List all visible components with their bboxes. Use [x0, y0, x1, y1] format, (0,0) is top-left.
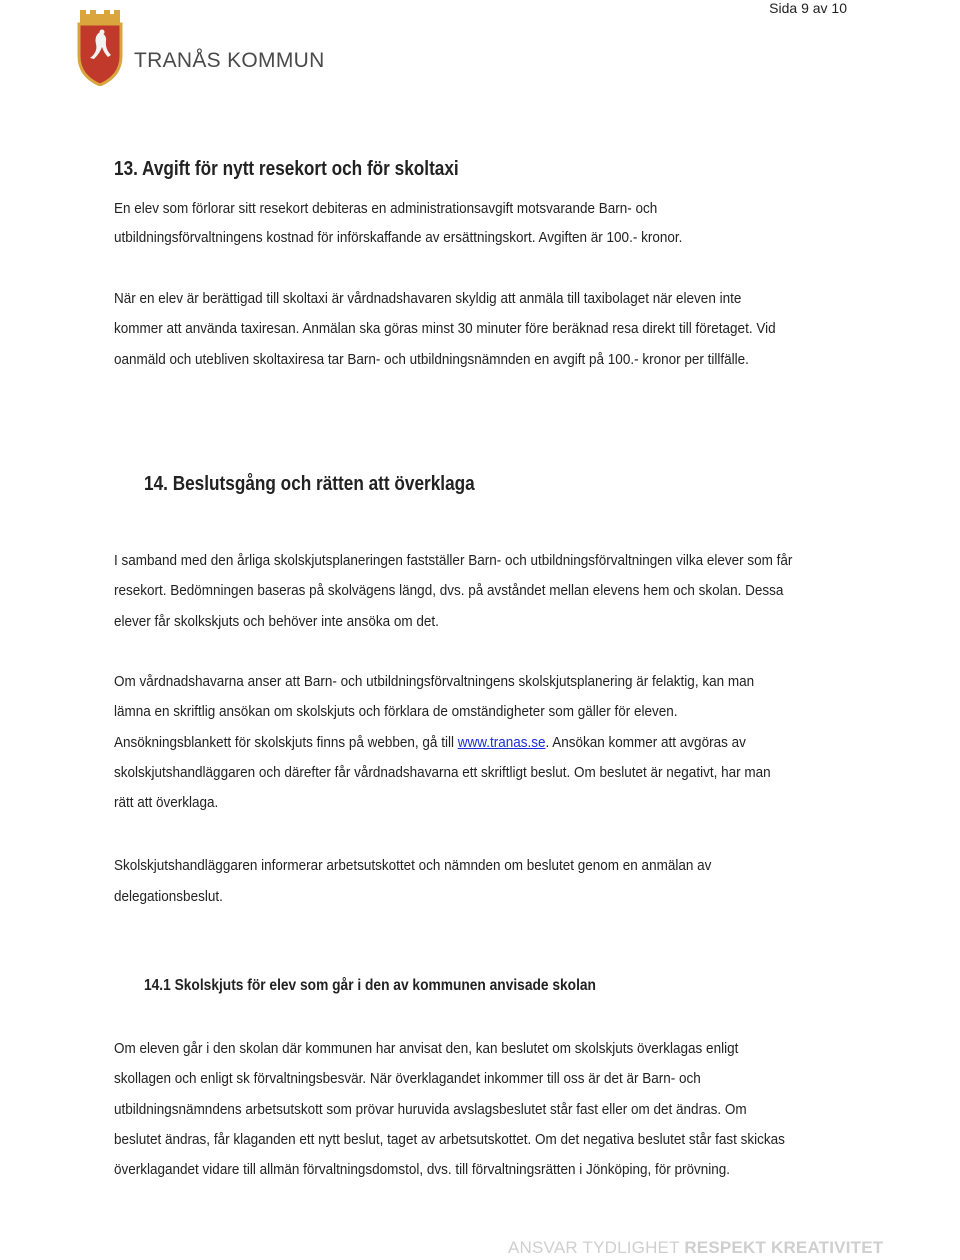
- text-segment: Ansökningsblankett för skolskjuts finns på webben, gå till: [114, 733, 458, 751]
- text-line: skollagen och enligt sk förvaltningsbesvär. När överklagandet inkommer till oss är det är Barn- och: [114, 1070, 701, 1088]
- page-number: Sida 9 av 10: [769, 0, 847, 16]
- text-line: lämna en skriftlig ansökan om skolskjuts och förklara de omständigheter som gäller för eleven.: [114, 703, 678, 721]
- footer-word: ANSVAR: [508, 1238, 578, 1257]
- paragraph: [114, 194, 854, 252]
- footer-word: TYDLIGHET: [582, 1238, 680, 1257]
- text-line: rätt att överklaga.: [114, 794, 219, 812]
- footer-values: [508, 1238, 883, 1258]
- paragraph: [114, 667, 854, 818]
- text-line: beslutet ändras, får klaganden ett nytt beslut, taget av arbetsutskottet. Om det negativa beslutet står fast skickas: [114, 1130, 785, 1148]
- subsection-heading: 14.1 Skolskjuts för elev som går i den av kommunen anvisade skolan: [144, 977, 596, 994]
- section-14: [144, 473, 884, 496]
- text-line: kommer att använda taxiresan. Anmälan ska göras minst 30 minuter före beräknad resa direkt till företaget. Vid: [114, 320, 776, 338]
- logo-text: TRANÅS KOMMUN: [134, 49, 325, 72]
- paragraph: [114, 1034, 854, 1185]
- paragraph: [114, 284, 854, 375]
- website-link[interactable]: www.tranas.se: [457, 733, 546, 751]
- paragraph: [114, 546, 854, 637]
- section-heading: 13. Avgift för nytt resekort och för skoltaxi: [114, 158, 459, 180]
- section-heading: 14. Beslutsgång och rätten att överklaga: [144, 473, 475, 495]
- footer-word: RESPEKT: [684, 1238, 767, 1257]
- text-line: När en elev är berättigad till skoltaxi är vårdnadshavaren skyldig att anmäla till taxibolaget när eleven inte: [114, 290, 742, 307]
- text-line: utbildningsnämndens arbetsutskott som prövar huruvida avslagsbeslutet står fast eller om det ändras. Om: [114, 1100, 747, 1118]
- text-line: resekort. Bedömningen baseras på skolvägens längd, dvs. på avståndet mellan elevens hem och skolan. Dessa: [114, 582, 784, 600]
- text-line: Skolskjutshandläggaren informerar arbetsutskottet och nämnden om beslutet genom en anmälan av: [114, 857, 712, 874]
- text-line: oanmäld och utebliven skoltaxiresa tar Barn- och utbildningsnämnden en avgift på 100.- kronor per tillfälle.: [114, 350, 749, 368]
- text-line: överklagandet vidare till allmän förvaltningsdomstol, dvs. till förvaltningsrätten i Jönköping, för prövning.: [114, 1161, 731, 1179]
- text-line: I samband med den årliga skolskjutsplaneringen fastställer Barn- och utbildningsförvaltningen vilka elever som får: [114, 552, 793, 569]
- section-13: [114, 158, 854, 181]
- text-line: Om vårdnadshavarna anser att Barn- och utbildningsförvaltningens skolskjutsplanering är felaktig, kan man: [114, 673, 755, 690]
- text-line: [114, 728, 780, 758]
- paragraph: [114, 851, 854, 912]
- text-line: elever får skolkskjuts och behöver inte ansöka om det.: [114, 612, 439, 630]
- text-segment: . Ansökan kommer att avgöras av: [545, 733, 746, 751]
- text-line: Om eleven går i den skolan där kommunen har anvisat den, kan beslutet om skolskjuts överklagas enligt: [114, 1040, 739, 1057]
- section-14-1: [144, 977, 884, 995]
- text-line: utbildningsförvaltningens kostnad för införskaffande av ersättningskort. Avgiften är 100.- kronor.: [114, 229, 683, 246]
- text-line: delegationsbeslut.: [114, 887, 223, 905]
- municipality-logo: [76, 10, 346, 90]
- text-line: skolskjutshandläggaren och därefter får vårdnadshavarna ett skriftligt beslut. Om beslutet är negativt, har man: [114, 763, 771, 781]
- coat-of-arms-icon: [76, 10, 124, 86]
- text-line: En elev som förlorar sitt resekort debiteras en administrationsavgift motsvarande Barn- och: [114, 200, 658, 217]
- footer-word: KREATIVITET: [770, 1238, 884, 1257]
